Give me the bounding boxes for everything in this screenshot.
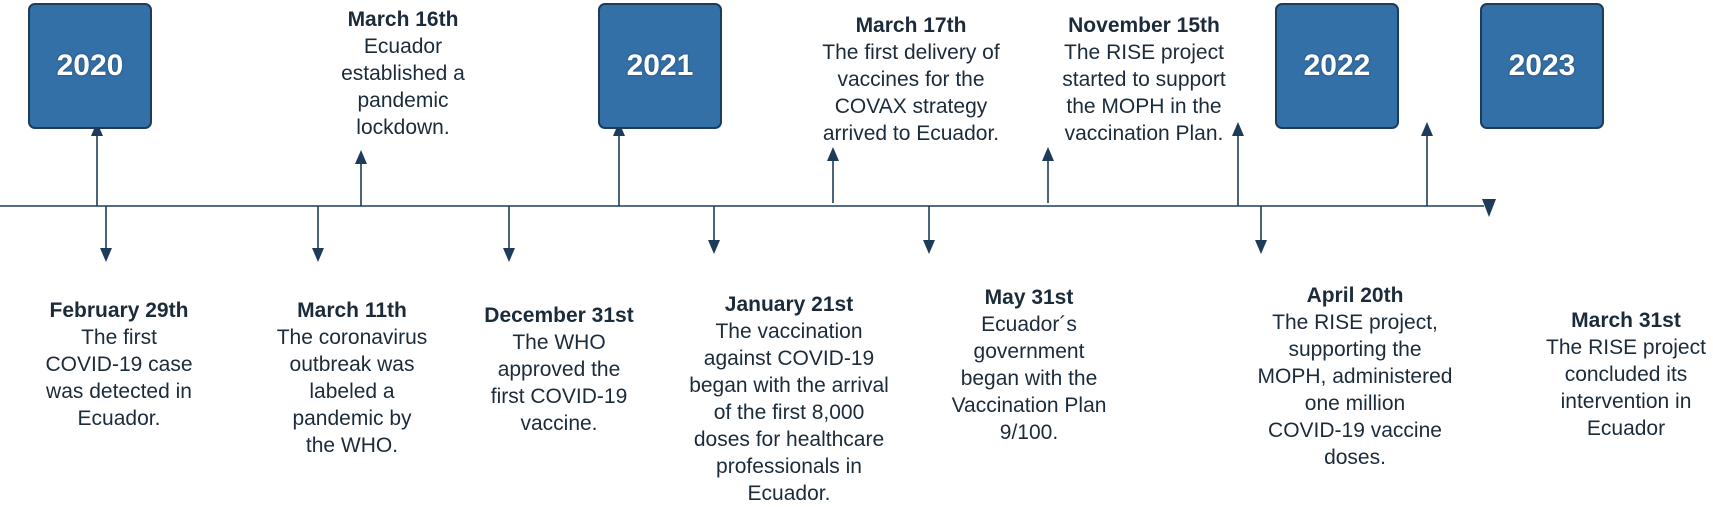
year-box-2021: 2021 bbox=[598, 3, 722, 129]
event-mar-11-2020 bbox=[253, 297, 451, 459]
event-description-line: outbreak was bbox=[289, 353, 415, 376]
event-description-line: government bbox=[973, 340, 1085, 363]
event-mar-16-2020 bbox=[303, 6, 503, 141]
event-description-line: pandemic by bbox=[292, 407, 412, 430]
event-description-line: labeled a bbox=[309, 380, 395, 403]
arrow-february-29th-head bbox=[100, 248, 112, 262]
event-feb-29-2020 bbox=[20, 297, 218, 432]
event-description-line: began with the arrival bbox=[689, 374, 889, 397]
arrow-march-11th-head bbox=[312, 248, 324, 262]
event-jan-21-2021 bbox=[671, 291, 907, 507]
event-description-line: approved the bbox=[497, 358, 621, 381]
event-description-line: lockdown. bbox=[356, 116, 450, 139]
event-description-line: The RISE project, bbox=[1272, 311, 1438, 334]
event-date: March 16th bbox=[347, 8, 459, 31]
event-description-line: against COVID-19 bbox=[703, 347, 875, 370]
event-mar-17-2021 bbox=[796, 12, 1026, 147]
event-description-line: vaccines for the bbox=[837, 68, 985, 91]
event-date: December 31st bbox=[484, 304, 634, 327]
event-date: February 29th bbox=[49, 299, 189, 322]
event-nov-15-2021 bbox=[1034, 12, 1254, 147]
event-description-line: COVID-19 case bbox=[45, 353, 193, 376]
arrow-2023-head bbox=[1421, 122, 1433, 136]
event-description-line: MOPH, administered bbox=[1257, 365, 1453, 388]
event-description-line: intervention in bbox=[1560, 390, 1692, 413]
event-description-line: vaccine. bbox=[520, 412, 598, 435]
event-description-line: Ecuador bbox=[1586, 417, 1666, 440]
arrow-april-20th-head bbox=[1255, 240, 1267, 254]
event-description-line: The first bbox=[81, 326, 157, 349]
event-description-line: Vaccination Plan bbox=[951, 394, 1107, 417]
event-description-line: The first delivery of bbox=[822, 41, 1000, 64]
year-box-2022: 2022 bbox=[1275, 3, 1399, 129]
event-dec-31-2020 bbox=[459, 302, 659, 437]
event-description-line: Ecuador. bbox=[77, 407, 161, 430]
event-description-line: began with the bbox=[960, 367, 1098, 390]
event-description-line: Ecuador´s bbox=[981, 313, 1077, 336]
arrow-march-16th-head bbox=[355, 150, 367, 164]
event-description-line: pandemic bbox=[357, 89, 449, 112]
event-date: March 31st bbox=[1571, 309, 1681, 332]
event-description-line: was detected in bbox=[46, 380, 192, 403]
event-date: January 21st bbox=[724, 293, 854, 316]
event-mar-31-2023 bbox=[1531, 307, 1713, 442]
event-description-line: the MOPH in the bbox=[1066, 95, 1222, 118]
event-description-line: supporting the bbox=[1288, 338, 1422, 361]
event-description-line: COVAX strategy bbox=[834, 95, 988, 118]
event-apr-20-2022 bbox=[1247, 282, 1463, 471]
event-description-line: professionals in bbox=[716, 455, 862, 478]
event-description-line: Ecuador. bbox=[747, 482, 831, 505]
event-description-line: doses. bbox=[1324, 446, 1386, 469]
event-description-line: one million bbox=[1304, 392, 1406, 415]
event-description-line: vaccination Plan. bbox=[1064, 122, 1224, 145]
event-description-line: first COVID-19 bbox=[490, 385, 628, 408]
event-description-line: started to support bbox=[1062, 68, 1226, 91]
arrow-december-31st-head bbox=[503, 248, 515, 262]
event-may-31-2021 bbox=[929, 284, 1129, 446]
arrow-january-21st-head bbox=[708, 240, 720, 254]
event-date: March 11th bbox=[297, 299, 407, 322]
event-description-line: The RISE project bbox=[1064, 41, 1224, 64]
event-date: May 31st bbox=[984, 286, 1074, 309]
event-description-line: The RISE project bbox=[1546, 336, 1706, 359]
event-description-line: The vaccination bbox=[715, 320, 863, 343]
event-date: March 17th bbox=[855, 14, 967, 37]
event-date: April 20th bbox=[1306, 284, 1404, 307]
arrow-may-31st-head bbox=[923, 240, 935, 254]
event-description-line: doses for healthcare bbox=[693, 428, 885, 451]
event-description-line: the WHO. bbox=[305, 434, 399, 457]
event-description-line: arrived to Ecuador. bbox=[822, 122, 1000, 145]
year-box-2020: 2020 bbox=[28, 3, 152, 129]
event-description-line: of the first 8,000 bbox=[713, 401, 865, 424]
arrow-march-17th-head bbox=[827, 147, 839, 161]
event-description-line: established a bbox=[341, 62, 465, 85]
event-description-line: Ecuador bbox=[363, 35, 443, 58]
arrow-november-15th-head bbox=[1042, 147, 1054, 161]
event-description-line: 9/100. bbox=[999, 421, 1059, 444]
axis-end-arrow bbox=[1482, 199, 1496, 217]
event-description-line: concluded its bbox=[1564, 363, 1688, 386]
event-description-line: COVID-19 vaccine bbox=[1268, 419, 1442, 442]
event-description-line: The WHO bbox=[512, 331, 606, 354]
event-date: November 15th bbox=[1068, 14, 1220, 37]
event-description-line: The coronavirus bbox=[276, 326, 428, 349]
year-box-2023: 2023 bbox=[1480, 3, 1604, 129]
